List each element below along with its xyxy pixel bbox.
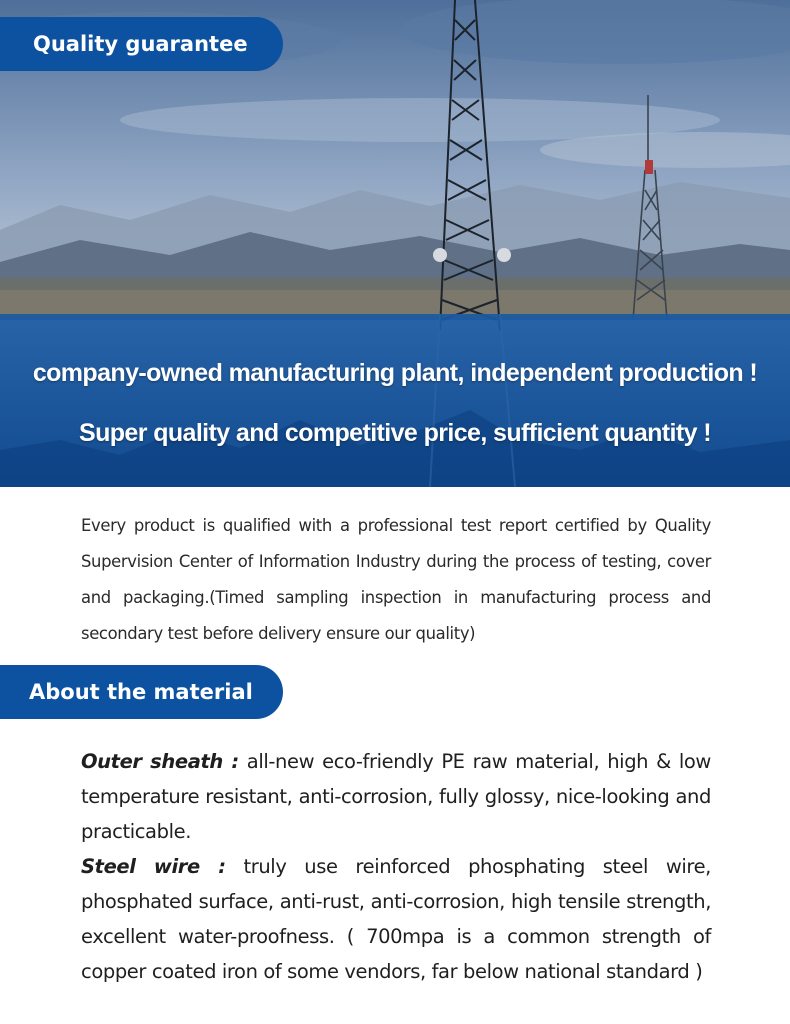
outer-sheath-item <box>81 744 711 849</box>
steel-wire-item <box>81 849 711 989</box>
telecom-tower-landscape-photo <box>0 0 790 487</box>
outer-sheath-term: Outer sheath : <box>81 750 239 773</box>
hero-slogan-line-2: Super quality and competitive price, sufficient quantity ! <box>79 419 711 447</box>
quality-description: Every product is qualified with a professional test report certified by Quality Supervision Center of Information Industry during the process of testing, cover and packaging.(Timed sampling inspection in manufacturing process and secondary test before delivery ensure our quality) <box>81 516 711 643</box>
hero-slogan-line-1: company-owned manufacturing plant, independent production ! <box>32 359 758 387</box>
about-material-heading: About the material <box>0 665 283 719</box>
steel-wire-term: Steel wire : <box>81 855 226 878</box>
outer-sheath-text: all-new eco-friendly PE raw material, high & low temperature resistant, anti-corrosion, fully glossy, nice-looking and practicable. <box>81 750 711 843</box>
hero-banner <box>0 0 790 487</box>
steel-wire-text: truly use reinforced phosphating steel wire, phosphated surface, anti-rust, anti-corrosion, high tensile strength, excellent water-proofness. ( 700mpa is a common strength of copper coated iron of some vendors, far below national standard ) <box>81 855 711 983</box>
material-description <box>81 744 711 989</box>
quality-guarantee-heading: Quality guarantee <box>0 17 283 71</box>
